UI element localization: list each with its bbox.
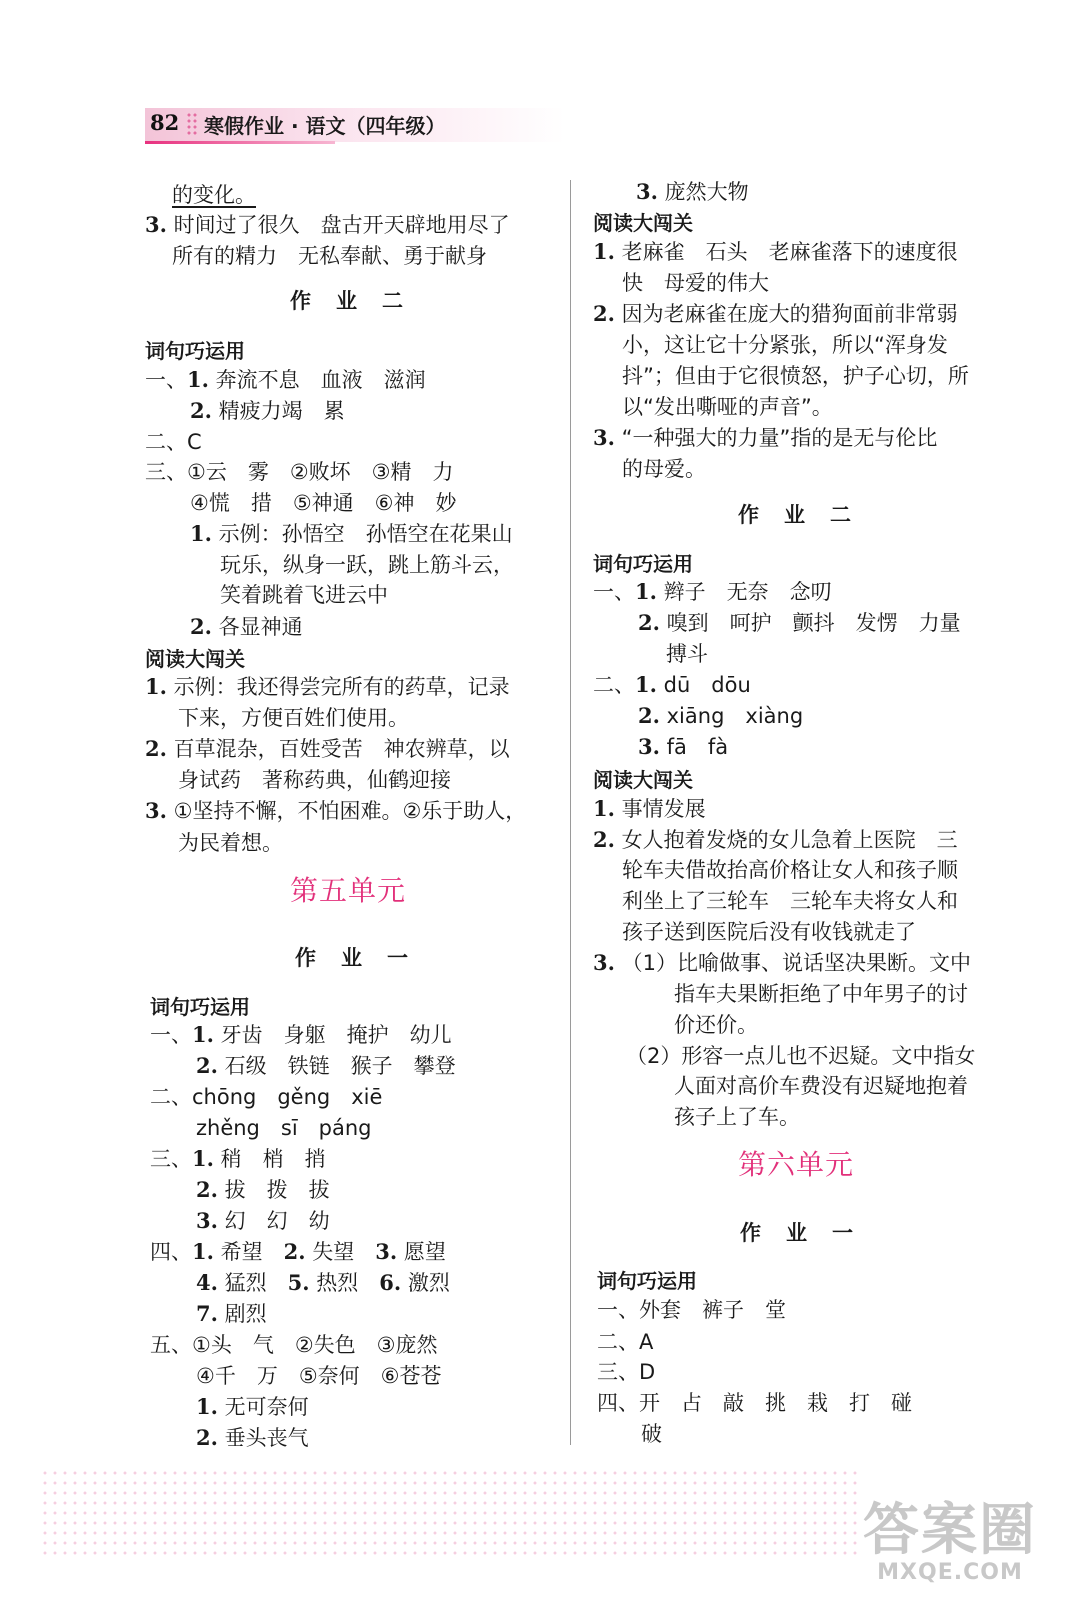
answer-line: 2. 精疲力竭 累: [190, 398, 345, 423]
answer-line: 利坐上了三轮车 三轮车夫将女人和: [622, 889, 958, 913]
answer-line: 破: [641, 1422, 662, 1446]
answer-line: 下来，方便百姓们使用。: [178, 706, 409, 730]
answer-line: 二、chōng gěng xiē: [150, 1085, 383, 1109]
answer-line: 2. 因为老麻雀在庞大的猎狗面前非常弱: [593, 301, 958, 326]
answer-line: 一、1. 奔流不息 血液 滋润: [145, 367, 426, 392]
section-heading: 词句巧运用: [145, 339, 245, 363]
answer-line: 玩乐，纵身一跃，跳上筋斗云，: [220, 553, 514, 577]
answer-line: 二、C: [145, 430, 202, 454]
answer-line: 二、A: [597, 1330, 654, 1354]
answer-line: ④慌 措 ⑤神通 ⑥神 妙: [190, 491, 457, 515]
answer-line: 2. 垂头丧气: [196, 1425, 309, 1450]
answer-line: 为民着想。: [178, 831, 283, 855]
answer-line: 孩子上了车。: [674, 1105, 800, 1129]
section-heading: 词句巧运用: [593, 552, 693, 576]
answer-line: 所有的精力 无私奉献、勇于献身: [172, 244, 487, 268]
answer-line: zhěng sī páng: [196, 1116, 372, 1140]
watermark: [850, 1480, 1050, 1590]
unit-title: 第五单元: [290, 874, 407, 907]
answer-line: 五、①头 气 ②失色 ③庞然: [150, 1333, 438, 1357]
answer-line: 四、1. 希望 2. 失望 3. 愿望: [150, 1239, 446, 1264]
answer-line: 一、外套 裤子 堂: [597, 1298, 786, 1322]
answer-line: 轮车夫借故抬高价格让女人和孩子顺: [622, 858, 958, 882]
task-heading: 作 业 二: [738, 503, 853, 527]
answer-line: 4. 猛烈 5. 热烈 6. 激烈: [196, 1270, 450, 1295]
section-heading: 阅读大闯关: [145, 647, 245, 671]
watermark-logo: 答案圈: [863, 1497, 1037, 1563]
answer-line: 3. 庞然大物: [636, 179, 749, 204]
page-number: 82: [150, 110, 180, 135]
answer-line: 价还价。: [674, 1013, 758, 1037]
section-heading: 词句巧运用: [597, 1269, 697, 1293]
task-heading: 作 业 二: [290, 289, 405, 313]
answer-line: 2. 女人抱着发烧的女儿急着上医院 三: [593, 827, 958, 852]
unit-title: 第六单元: [738, 1148, 855, 1181]
answer-line: 二、1. dū dōu: [593, 672, 751, 697]
answer-line: 2. xiāng xiàng: [638, 703, 804, 728]
answer-line: 2. 拔 拨 拔: [196, 1177, 330, 1202]
answer-line: 小，这让它十分紧张，所以“浑身发: [622, 333, 948, 357]
answer-line: 3. 时间过了很久 盘古开天辟地用尽了: [145, 212, 510, 237]
answer-line: 1. 示例：我还得尝完所有的药草，记录: [145, 674, 510, 699]
header-accent-bar: [145, 141, 335, 144]
answer-line: 3. “一种强大的力量”指的是无与伦比: [593, 425, 938, 450]
header-dots-decoration: [186, 112, 198, 136]
task-heading: 作 业 一: [295, 946, 410, 970]
answer-line: 7. 剧烈: [196, 1301, 267, 1326]
footer-dots-decoration: [40, 1468, 860, 1558]
answer-line: 1. 老麻雀 石头 老麻雀落下的速度很: [593, 239, 958, 264]
answer-line: 四、开 占 敲 挑 栽 打 碰: [597, 1391, 912, 1415]
answer-line: 抖”；但由于它很愤怒，护子心切，所: [622, 364, 969, 388]
section-heading: 词句巧运用: [150, 995, 250, 1019]
answer-line: 3. ①坚持不懈，不怕困难。②乐于助人，: [145, 798, 527, 823]
answer-line: 身试药 著称药典，仙鹤迎接: [178, 768, 451, 792]
answer-line: 3. fā fà: [638, 734, 729, 759]
answer-line: 2. 百草混杂，百姓受苦 神农辨草，以: [145, 736, 510, 761]
answer-line: 笑着跳着飞进云中: [220, 583, 388, 607]
answer-line: 一、1. 辫子 无奈 念叨: [593, 579, 832, 604]
answer-line: 搏斗: [666, 642, 708, 666]
column-divider: [570, 180, 571, 1445]
answer-line: 的变化。: [172, 183, 256, 207]
section-heading: 阅读大闯关: [593, 211, 693, 235]
answer-line: （2）形容一点儿也不迟疑。文中指女: [626, 1044, 976, 1068]
answer-line: 一、1. 牙齿 身躯 掩护 幼儿: [150, 1022, 452, 1047]
answer-line: ④千 万 ⑤奈何 ⑥苍苍: [196, 1364, 442, 1388]
watermark-site: MXQE.COM: [877, 1559, 1023, 1585]
task-heading: 作 业 一: [740, 1221, 855, 1245]
answer-line: 孩子送到医院后没有收钱就走了: [622, 920, 916, 944]
answer-line: 1. 事情发展: [593, 796, 706, 821]
answer-line: 3. 幻 幻 幼: [196, 1208, 330, 1233]
section-heading: 阅读大闯关: [593, 768, 693, 792]
answer-line: 指车夫果断拒绝了中年男子的讨: [674, 982, 968, 1006]
answer-line: 快 母爱的伟大: [622, 271, 769, 295]
answer-line: 的母爱。: [622, 457, 706, 481]
answer-line: 2. 各显神通: [190, 614, 303, 639]
answer-line: 2. 嗅到 呵护 颤抖 发愣 力量: [638, 610, 961, 635]
answer-line: 三、D: [597, 1360, 656, 1384]
answer-line: 2. 石级 铁链 猴子 攀登: [196, 1053, 456, 1078]
answer-line: 1. 示例：孙悟空 孙悟空在花果山: [190, 521, 513, 546]
answer-line: 三、①云 雾 ②败坏 ③精 力: [145, 460, 454, 484]
answer-line: 三、1. 稍 梢 捎: [150, 1146, 326, 1171]
answer-line: 以“发出嘶哑的声音”。: [622, 395, 833, 419]
answer-line: 1. 无可奈何: [196, 1394, 309, 1419]
book-title: 寒假作业 · 语文（四年级）: [204, 114, 446, 138]
answer-line: 人面对高价车费没有迟疑地抱着: [674, 1074, 968, 1098]
answer-line: 3. （1）比喻做事、说话坚决果断。文中: [593, 950, 971, 975]
